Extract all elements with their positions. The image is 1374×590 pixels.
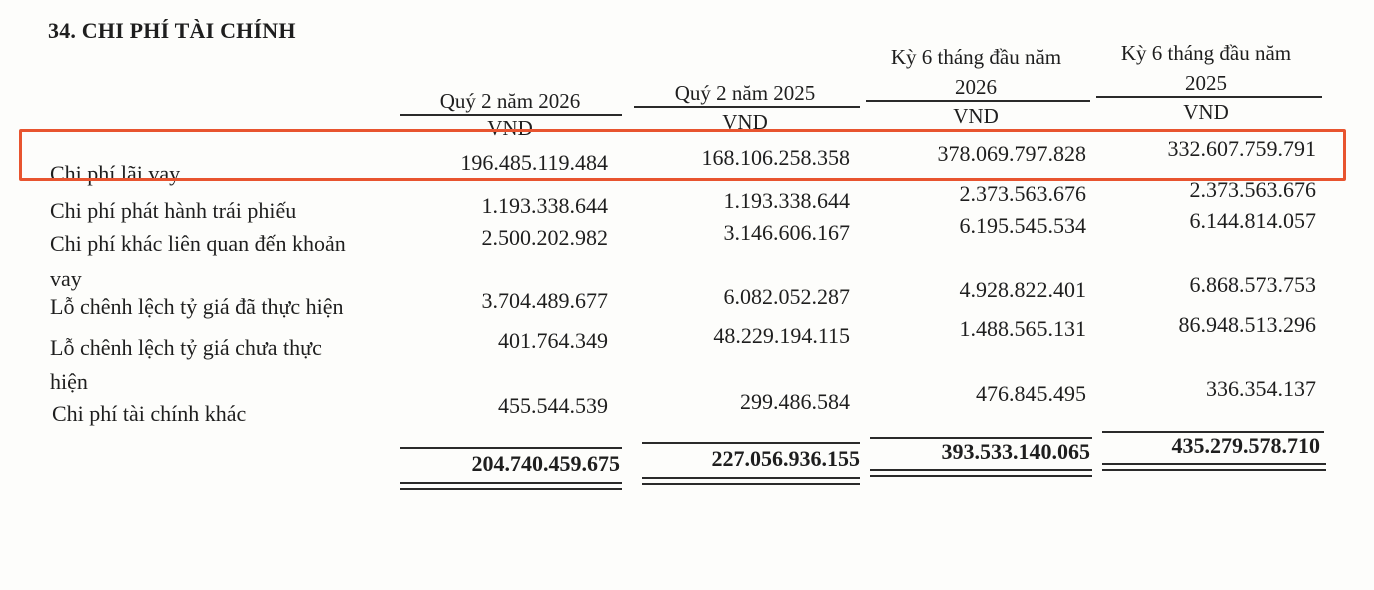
row-label: Chi phí khác liên quan đến khoản xyxy=(50,231,346,256)
total-cell: 227.056.936.155 xyxy=(711,446,860,471)
unit-label: VND xyxy=(487,116,533,140)
total-cell: 393.533.140.065 xyxy=(941,439,1090,464)
unit-label: VND xyxy=(1183,100,1229,124)
row-label: Lỗ chênh lệch tỷ giá chưa thực xyxy=(50,335,322,360)
row-label-continued: hiện xyxy=(50,369,88,394)
value-cell: 1.488.565.131 xyxy=(959,316,1086,341)
column-header-6m-2026-line2: 2026 xyxy=(955,75,997,99)
value-cell: 6.195.545.534 xyxy=(959,213,1086,238)
row-label: Chi phí tài chính khác xyxy=(52,401,247,426)
column-header-q2-2026: Quý 2 năm 2026 xyxy=(439,89,581,113)
value-cell: 1.193.338.644 xyxy=(481,193,608,218)
value-cell: 2.373.563.676 xyxy=(959,181,1086,206)
column-header-6m-2026-line1: Kỳ 6 tháng đầu năm xyxy=(890,45,1062,69)
value-cell: 299.486.584 xyxy=(740,389,850,414)
total-double-rule xyxy=(642,477,860,485)
value-cell: 86.948.513.296 xyxy=(1178,312,1316,337)
subtotal-rule xyxy=(400,447,622,449)
highlight-box xyxy=(19,129,1346,181)
header-rule xyxy=(1096,96,1322,98)
value-cell: 3.704.489.677 xyxy=(481,288,608,313)
unit-label: VND xyxy=(722,110,768,134)
value-cell: 2.500.202.982 xyxy=(481,225,608,250)
value-cell: 6.144.814.057 xyxy=(1189,208,1316,233)
value-cell: 48.229.194.115 xyxy=(713,323,850,348)
value-cell: 3.146.606.167 xyxy=(723,220,850,245)
value-cell: 4.928.822.401 xyxy=(959,277,1086,302)
value-cell: 2.373.563.676 xyxy=(1189,177,1316,202)
column-header-6m-2025-line1: Kỳ 6 tháng đầu năm xyxy=(1120,41,1292,65)
unit-label: VND xyxy=(953,104,999,128)
value-cell: 332.607.759.791 xyxy=(1167,136,1316,161)
column-header-q2-2025: Quý 2 năm 2025 xyxy=(674,81,816,105)
total-cell: 204.740.459.675 xyxy=(471,451,620,476)
total-double-rule xyxy=(870,469,1092,477)
value-cell: 401.764.349 xyxy=(498,328,608,353)
row-label: Chi phí lãi vay xyxy=(50,161,181,186)
value-cell: 6.082.052.287 xyxy=(723,284,850,309)
value-cell: 476.845.495 xyxy=(976,381,1086,406)
total-cell: 435.279.578.710 xyxy=(1171,433,1320,458)
value-cell: 378.069.797.828 xyxy=(937,141,1086,166)
value-cell: 455.544.539 xyxy=(498,393,608,418)
row-label: Lỗ chênh lệch tỷ giá đã thực hiện xyxy=(50,294,344,319)
section-title: 34. CHI PHÍ TÀI CHÍNH xyxy=(48,18,296,43)
value-cell: 168.106.258.358 xyxy=(701,145,850,170)
total-double-rule xyxy=(400,482,622,490)
row-label: Chi phí phát hành trái phiếu xyxy=(50,198,297,223)
total-double-rule xyxy=(1102,463,1326,471)
column-header-6m-2025-line2: 2025 xyxy=(1185,71,1227,95)
row-label-continued: vay xyxy=(50,266,82,291)
header-rule xyxy=(866,100,1090,102)
header-rule xyxy=(634,106,860,108)
subtotal-rule xyxy=(642,442,860,444)
value-cell: 336.354.137 xyxy=(1206,376,1316,401)
value-cell: 6.868.573.753 xyxy=(1189,272,1316,297)
value-cell: 1.193.338.644 xyxy=(723,188,850,213)
value-cell: 196.485.119.484 xyxy=(460,150,608,175)
